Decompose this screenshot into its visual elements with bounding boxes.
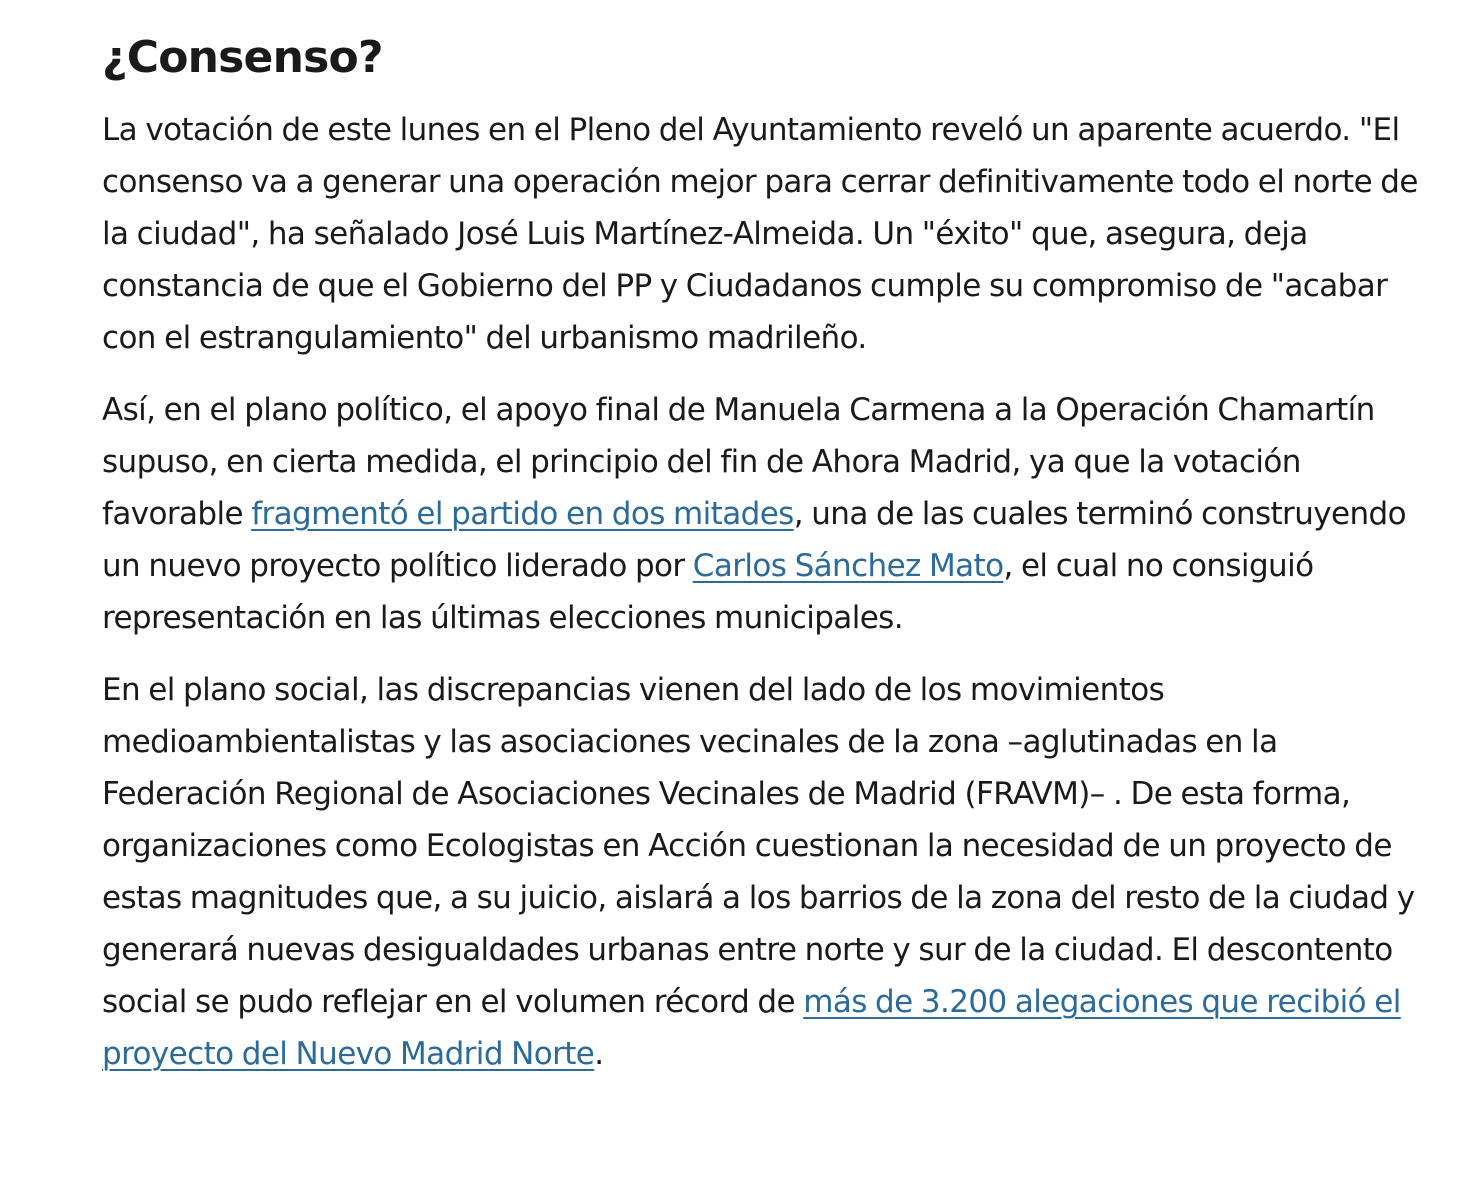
article-body <box>102 28 1424 1100</box>
link-alegaciones[interactable]: más de 3.200 alegaciones que recibió el proyecto del Nuevo Madrid Norte <box>102 984 1401 1072</box>
paragraph-political <box>102 384 1424 644</box>
paragraph-text: , una de las cuales terminó construyendo un nuevo proyecto político liderado por <box>102 496 1406 584</box>
paragraph-consensus <box>102 104 1424 364</box>
paragraph-social <box>102 664 1424 1080</box>
paragraph-text: La votación de este lunes en el Pleno del Ayuntamiento reveló un aparente acuerdo. "El consenso va a generar una operación mejor para cerrar definitivamente todo el norte de la ciudad", ha señalado José Luis Martínez-Almeida. Un "éxito" que, asegura, deja constancia de que el Gobierno del PP y Ciudadanos cumple su compromiso de "acabar con el estrangulamiento" del urbanismo madrileño. <box>102 112 1418 356</box>
section-heading: ¿Consenso? <box>102 32 383 83</box>
paragraph-text: . <box>594 1036 604 1072</box>
paragraph-text: , el cual no consiguió representación en las últimas elecciones municipales. <box>102 548 1314 636</box>
paragraph-text: Así, en el plano político, el apoyo final de Manuela Carmena a la Operación Chamartín supuso, en cierta medida, el principio del fin de Ahora Madrid, ya que la votación favorable <box>102 392 1375 532</box>
link-fragmento-partido[interactable]: fragmentó el partido en dos mitades <box>251 496 794 532</box>
paragraph-text: En el plano social, las discrepancias vienen del lado de los movimientos medioambientalistas y las asociaciones vecinales de la zona –aglutinadas en la Federación Regional de Asociaciones Vecinales de Madrid (FRAVM)– . De esta forma, organizaciones como Ecologistas en Acción cuestionan la necesidad de un proyecto de estas magnitudes que, a su juicio, aislará a los barrios de la zona del resto de la ciudad y generará nuevas desigualdades urbanas entre norte y sur de la ciudad. El descontento social se pudo reflejar en el volumen récord de <box>102 672 1415 1020</box>
link-carlos-sanchez-mato[interactable]: Carlos Sánchez Mato <box>692 548 1004 584</box>
